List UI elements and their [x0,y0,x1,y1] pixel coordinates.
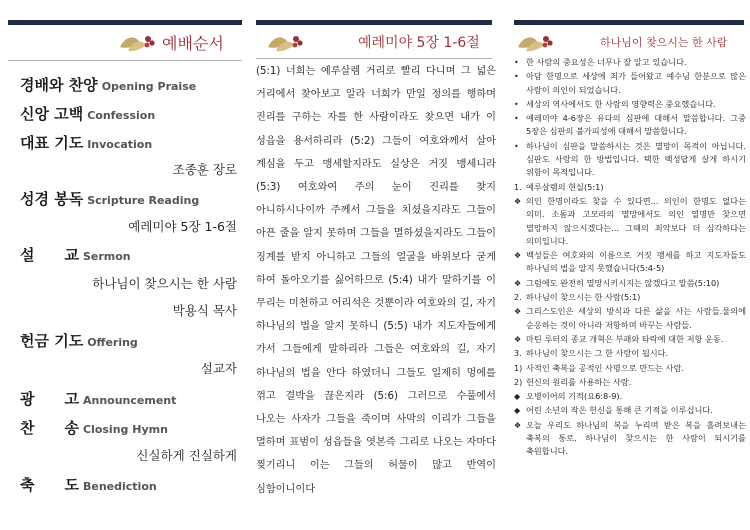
sermon-notes-panel [506,0,750,530]
note-text: 어린 소년의 작은 헌신을 통해 큰 기적을 이루십니다. [526,405,713,416]
note-marker: 3. [514,349,522,359]
order-item-english: Offering [87,336,138,349]
note-text: 마틴 루터의 종교 개혁은 부패와 타락에 대한 저항 운동. [526,333,724,344]
header-bar [514,20,744,25]
note-text: 오병이어의 기적(요6:8-9). [526,391,623,402]
order-item-confession [20,103,240,124]
sermon-notes [514,56,746,460]
note-marker: • [514,114,519,124]
order-item-announcement [20,388,240,409]
note-text: 아담 한명으로 세상에 죄가 들어왔고 예수님 한분으로 많은 사람이 의인이 되었습니다. [526,71,746,95]
note-text: 예레미야 4-6장은 유다의 심판에 대해서 말씀합니다. 그중 5장은 심판의 불가피성에 대해서 말씀합니다. [526,113,746,137]
note-item [514,277,746,290]
note-text: 한 사람의 중요성은 너무나 잘 알고 있습니다. [526,57,687,67]
note-marker: ◆ [514,406,521,416]
note-item [514,376,746,389]
note-text: 하나님이 찾으시는 한 사람(5:1) [526,292,641,303]
order-item-title: 성경 봉독 [20,190,84,208]
note-marker: 1) [514,363,523,373]
divider [8,60,242,61]
note-marker: • [514,141,519,151]
note-item [514,249,746,276]
note-item [514,333,746,346]
panel-header [516,28,727,56]
note-marker: ❖ [514,307,522,317]
header-bar [8,20,242,25]
note-item [514,98,746,111]
note-text: 그럼에도 완전히 멸망시키시지는 않겠다고 말씀(5:10) [526,277,720,288]
order-item-invocation [20,132,240,153]
note-text: 헌신의 원리를 사용하는 사람. [526,376,632,387]
panel-title: 예배순서 [162,33,224,53]
order-item-english: Invocation [87,138,153,151]
note-marker: • [514,72,519,82]
note-text: 예루살렘의 현실(5:1) [526,181,604,192]
leaf-berry-icon [516,31,554,53]
order-item-title: 경배와 찬양 [20,76,98,94]
note-marker: ◆ [514,392,521,402]
order-item-sermon [20,244,240,265]
order-item-title: 설 교 [20,246,79,264]
scripture-panel [252,0,499,530]
panel-header [118,28,224,56]
note-item [514,390,746,403]
order-item-title: 축 도 [20,476,79,494]
order-item-closing-hymn [20,417,240,438]
order-item-title: 대표 기도 [20,134,84,152]
order-item-title: 헌금 기도 [20,332,84,350]
order-item-english: Scripture Reading [87,194,200,207]
note-item [514,362,746,375]
note-item [514,181,746,194]
order-item-detail: 예레미야 5장 1-6절 [128,219,237,234]
note-item [514,56,746,69]
order-item-preacher: 박용식 목사 [172,303,237,318]
note-item [514,70,746,97]
panel-header [266,28,480,56]
note-item [514,112,746,139]
note-text: 의인 한명이라도 찾을 수 있다면... 의인이 한명도 없다는 의미. 소돔과 고모라의 멸망에서도 의인 열명만 찾으면 멸망하지 않으시겠다는... 그때의 죄악보다 더 심각하다는 의미입니다. [526,195,746,246]
order-item-detail: 신실하게 진실하게 [136,448,237,463]
note-marker: ❖ [514,196,522,206]
note-text: 사적인 축복을 공적인 사명으로 만드는 사람. [526,362,684,373]
note-item [514,419,746,459]
leaf-berry-icon [118,31,156,53]
note-item [514,404,746,417]
panel-title: 예레미야 5장 1-6절 [358,35,480,51]
order-item-detail: 설교자 [200,361,237,376]
note-item [514,347,746,360]
note-text: 백성들은 여호와의 이름으로 거짓 맹세를 하고 지도자들도 하나님의 법을 알지 못했습니다(5:4-5) [526,250,746,274]
note-marker: • [514,99,519,109]
panel-title: 하나님이 찾으시는 한 사람 [600,36,728,49]
order-item-english: Benediction [82,480,157,493]
note-marker: ❖ [514,278,522,288]
order-item-detail: 조종훈 장로 [172,162,237,177]
note-item [514,140,746,180]
note-marker: 2) [514,377,523,387]
note-text: 세상의 역사에서도 한 사람의 영향력은 중요했습니다. [526,98,716,109]
note-item [514,291,746,304]
order-item-english: Confession [87,109,156,122]
order-item-english: Closing Hymn [82,423,168,436]
order-item-english: Opening Praise [101,80,197,93]
order-of-worship-panel [0,0,245,530]
note-marker: ❖ [514,420,522,430]
note-marker: • [514,58,519,67]
header-bar [256,20,492,25]
leaf-berry-icon [266,31,304,53]
note-text: 그리스도인은 세상의 방식과 다른 삶을 사는 사람들.물의에 순응하는 것이 아니라 저항하며 바꾸는 사람들. [526,306,746,330]
order-item-title: 찬 송 [20,419,79,437]
order-item-benediction [20,474,240,495]
note-item [514,195,746,248]
order-item-scripture-reading [20,188,240,209]
order-item-opening-praise [20,74,240,95]
note-marker: ❖ [514,251,522,261]
note-text: 하나님이 심판을 말씀하시는 것은 멸망이 목적이 아닙니다. 심판도 사랑의 한 방법입니다. 택한 백성답게 살게 하시기 위함이 목적입니다. [526,140,746,178]
order-item-english: Announcement [82,394,177,407]
order-item-title: 광 고 [20,390,79,408]
order-item-english: Sermon [82,250,131,263]
note-text: 오늘 우리도 하나님의 복을 누리며 받은 복을 흘려보내는 축복의 통로. 하나님이 찾으시는 한 사람이 되시기를 축원합니다. [526,419,746,457]
note-marker: 2. [514,293,522,303]
order-item-offering [20,330,240,351]
divider [256,58,492,59]
note-item [514,305,746,332]
order-item-title: 신앙 고백 [20,105,84,123]
note-marker: 1. [514,182,522,192]
note-text: 하나님이 찾으시는 그 한 사람이 됩시다. [526,348,669,359]
order-item-detail: 하나님이 찾으시는 한 사람 [92,276,237,291]
scripture-text: (5:1) 너희는 예루살렘 거리로 빨리 다니며 그 넓은 거리에서 찾아보고 알라 너희가 만일 정의를 행하며 진리를 구하는 자를 한 사람이라도 찾으면 내가 이 성읍을 용서하리라 (5:2) 그들이 여호와께서 살아 계심을 두고 맹세할지라도 실상은 거짓 맹세니라 (5:3) 여호와여 주의 눈이 진리를 찾지 아니하시나이까 주께서 그들을 치셨을지라도 그들이 아픈 줄을 알지 못하며 그들을 멸하셨을지라도 그들이 징계를 받지 아니하고 그들의 얼굴을 바위보다 굳게 하여 돌아오기를 싫어하므로 (5:4) 내가 말하기를 이 무리는 미천하고 어리석은 것뿐이라 여호와의 길, 자기 하나님의 법을 알지 못하니 (5:5) 내가 지도자들에게 가서 그들에게 말하리라 그들은 여호와의 길, 자기 하나님의 법을 안다 하였더니 그들도 일제히 멍에를 꺾고 결박을 끊은지라 (5:6) 그러므로 수풀에서 나오는 사자가 그들을 죽이며 사막의 이리가 그들을 멸하며 표범이 성읍들을 엿본즉 그리로 나오는 자마다 찢기리니 이는 그들의 허물이 많고 반역이 심함이니이다 [256,66,496,495]
note-marker: ❖ [514,334,522,344]
